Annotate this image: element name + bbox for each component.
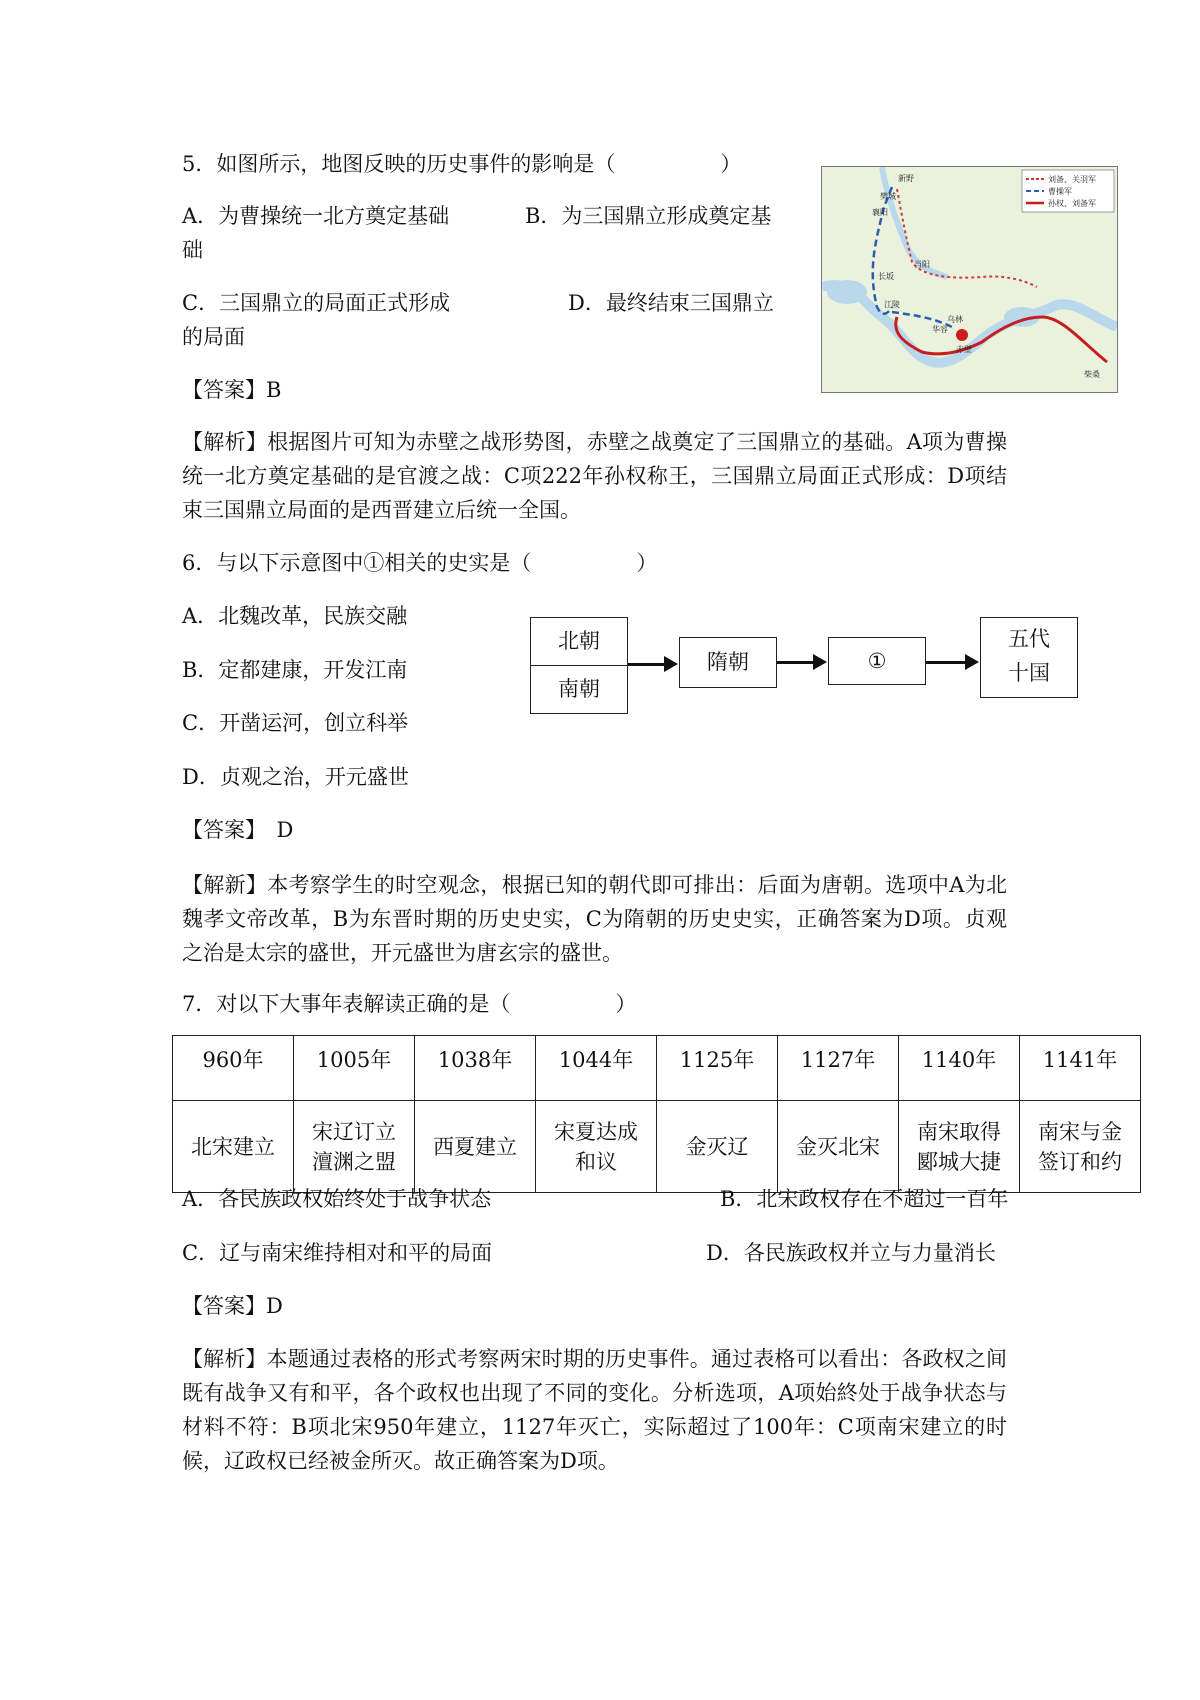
battle-site-marker <box>956 329 968 341</box>
event-line: 金灭北宋 <box>796 1134 880 1159</box>
event-line: 西夏建立 <box>433 1134 517 1159</box>
place-label: 长坂 <box>878 272 894 281</box>
q6-stem: 6．与以下示意图中①相关的史实是（ ） <box>182 551 658 575</box>
place-label: 襄阳 <box>872 208 888 217</box>
red-cliffs-map <box>821 166 1118 393</box>
q5-option-b: B．为三国鼎立形成奠定基 <box>525 204 772 228</box>
q6-answer: 【答案】 D <box>182 818 294 842</box>
place-label: 柴桑 <box>1084 370 1100 379</box>
table-row <box>173 1036 1141 1101</box>
event-line: 澶渊之盟 <box>312 1149 396 1174</box>
year-cell: 1044年 <box>536 1036 657 1101</box>
event-line: 南宋取得 <box>917 1119 1001 1144</box>
place-label: 当阳 <box>914 260 930 269</box>
q6-option-b: B．定都建康，开发江南 <box>182 658 408 682</box>
diagram-arrow <box>777 661 823 664</box>
q7-option-a: A．各民族政权始终处于战争状态 <box>182 1187 492 1211</box>
legend-label: 刘备、关羽军 <box>1048 175 1096 184</box>
q7-option-b: B．北宋政权存在不超过一百年 <box>720 1187 1009 1211</box>
event-line: 签订和约 <box>1038 1149 1122 1174</box>
event-line: 南宋与金 <box>1038 1119 1122 1144</box>
diagram-circle-one: ① <box>828 637 926 685</box>
year-cell: 1125年 <box>657 1036 778 1101</box>
diagram-arrow <box>926 661 975 664</box>
q5-option-b-wrap: 础 <box>182 238 203 262</box>
q5-option-d: D．最终结束三国鼎立 <box>568 291 774 315</box>
q7-explanation: 【解析】本题通过表格的形式考察两宋时期的历史事件。通过表格可以看出：各政权之间既有战争又有和平，各个政权也出现了不同的变化。分析选项，A项始終处于战争状态与材料不符：B项北宋950年建立，1127年灭亡，实际超过了100年：C项南宋建立的时候，辽政权已经被金所灭。故正确答案为D项。 <box>182 1347 1007 1473</box>
q7-answer: 【答案】D <box>182 1294 283 1318</box>
q7-stem: 7．对以下大事年表解读正确的是（ ） <box>182 992 637 1016</box>
place-label: 樊城 <box>880 192 896 201</box>
place-label: 江陵 <box>884 300 900 309</box>
event-cell <box>899 1101 1020 1193</box>
q6-explanation: 【解新】本考察学生的时空观念，根据已知的朝代即可排出：后面为唐朝。选项中A为北魏孝文帝改革，B为东晋时期的历史史实，C为隋朝的历史史实，正确答案为D项。贞观之治是太宗的盛世，开元盛世为唐玄宗的盛世。 <box>182 873 1007 965</box>
place-label: 新野 <box>898 174 914 183</box>
year-cell: 1127年 <box>778 1036 899 1101</box>
event-cell <box>415 1101 536 1193</box>
q5-stem: 5．如图所示，地图反映的历史事件的影响是（ ） <box>182 152 742 176</box>
diagram-five-dynasties <box>980 617 1078 698</box>
event-line: 和议 <box>575 1149 617 1174</box>
lake <box>827 280 867 304</box>
diagram-sui: 隋朝 <box>679 637 777 688</box>
chronology-table <box>172 1035 1141 1193</box>
q6-option-a: A．北魏改革，民族交融 <box>182 604 408 628</box>
q6-option-c: C．开凿运河，创立科举 <box>182 711 409 735</box>
diagram-north: 北朝 <box>531 618 627 666</box>
year-cell: 1038年 <box>415 1036 536 1101</box>
event-cell <box>778 1101 899 1193</box>
q5-explanation: 【解析】根据图片可知为赤壁之战形势图，赤壁之战奠定了三国鼎立的基础。A项为曹操统一北方奠定基础的是官渡之战：C项222年孙权称王，三国鼎立局面正式形成：D项结束三国鼎立局面的是西晋建立后统一全国。 <box>182 430 1007 522</box>
q7-option-d: D．各民族政权并立与力量消长 <box>706 1241 996 1265</box>
q5-option-c: C．三国鼎立的局面正式形成 <box>182 291 451 315</box>
legend-label: 孙权、刘备军 <box>1048 199 1096 208</box>
year-cell: 1140年 <box>899 1036 1020 1101</box>
year-cell: 960年 <box>173 1036 294 1101</box>
event-line: 宋辽订立 <box>312 1119 396 1144</box>
event-cell <box>173 1101 294 1193</box>
legend-label: 曹操军 <box>1048 187 1072 196</box>
map-svg <box>822 167 1117 392</box>
event-cell <box>294 1101 415 1193</box>
q5-option-a: A．为曹操统一北方奠定基础 <box>182 204 450 228</box>
diagram-arrow <box>628 663 674 666</box>
place-label: 赤壁 <box>956 345 972 354</box>
liu-army-route <box>897 189 1037 287</box>
year-cell: 1005年 <box>294 1036 415 1101</box>
q5-option-d-wrap: 的局面 <box>182 325 245 349</box>
event-cell <box>657 1101 778 1193</box>
event-line: 金灭辽 <box>685 1134 749 1159</box>
event-line: 北宋建立 <box>191 1134 275 1159</box>
place-label: 华容 <box>932 325 948 334</box>
diagram-south: 南朝 <box>558 677 600 701</box>
event-line: 宋夏达成 <box>554 1119 638 1144</box>
q5-answer: 【答案】B <box>182 378 282 402</box>
diagram-five-dynasties-line1: 五代 <box>1008 627 1050 651</box>
q6-option-d: D．贞观之治，开元盛世 <box>182 765 409 789</box>
event-cell <box>536 1101 657 1193</box>
diagram-five-dynasties-line2: 十国 <box>1008 661 1050 685</box>
event-line: 郾城大捷 <box>917 1149 1001 1174</box>
diagram-north-south-box <box>530 617 628 714</box>
year-cell: 1141年 <box>1020 1036 1141 1101</box>
q7-option-c: C．辽与南宋维持相对和平的局面 <box>182 1241 493 1265</box>
table-row <box>173 1101 1141 1193</box>
place-label: 乌林 <box>947 315 963 324</box>
event-cell <box>1020 1101 1141 1193</box>
